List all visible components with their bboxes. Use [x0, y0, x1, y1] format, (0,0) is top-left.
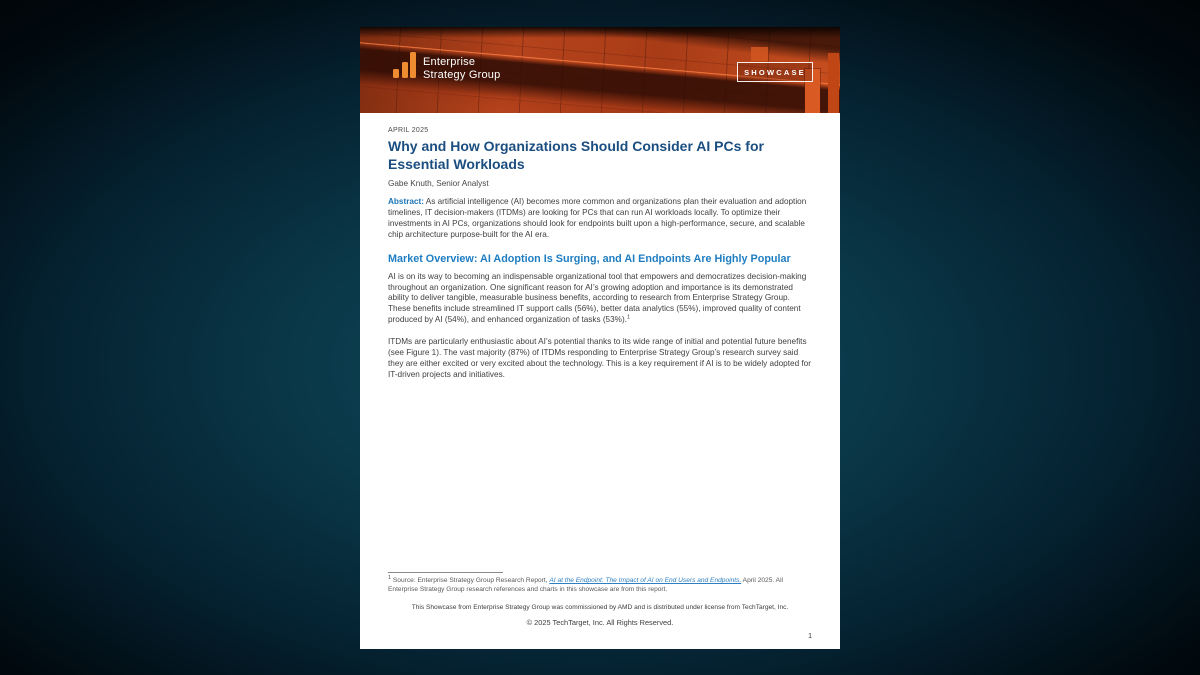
abstract-text: As artificial intelligence (AI) becomes more common and organizations plan their evaluation and adoption timelines, IT decision-makers (ITDMs) are looking for PCs that can run AI workloads locally. To optimize their investments in AI PCs, organizations should look for endpoints built upon a high-performance, secure, and scalable chip architecture purpose-built for the AI era.	[388, 197, 807, 239]
section-paragraph-1	[388, 272, 812, 327]
bar-chart-icon	[393, 52, 416, 81]
abstract-paragraph	[388, 197, 812, 241]
document-page	[360, 27, 840, 649]
document-title: Why and How Organizations Should Consider AI PCs for Essential Workloads	[388, 138, 764, 172]
document-body	[360, 113, 840, 381]
footnote-source-text: Source: Enterprise Strategy Group Research Report,	[391, 577, 550, 584]
page-number: 1	[808, 632, 812, 640]
copyright-notice: © 2025 TechTarget, Inc. All Rights Reserved.	[526, 617, 674, 627]
esg-logo	[393, 52, 500, 81]
paragraph-1-text: AI is on its way to becoming an indispensable organizational tool that empowers and democratizes decision-making throughout an organization. One significant reason for AI’s growing adoption and importance is its demonstrated ability to deliver tangible, measurable business benefits, according to research from Enterprise Strategy Group. These benefits include streamlined IT support calls (56%), better data analytics (55%), improved quality of content produced by AI (54%), and enhanced organization of tasks (53%).	[388, 271, 807, 325]
commission-notice: This Showcase from Enterprise Strategy Group was commissioned by AMD and is distributed under license from TechTarget, Inc.	[411, 603, 789, 611]
page-footer	[388, 572, 812, 640]
banner	[360, 27, 840, 113]
footnote-separator	[388, 572, 503, 573]
esg-logo-line1: Enterprise	[423, 56, 476, 68]
publication-date: APRIL 2025	[388, 127, 429, 134]
author-byline: Gabe Knuth, Senior Analyst	[388, 179, 489, 188]
footnote	[388, 574, 812, 595]
section-heading: Market Overview: AI Adoption Is Surging, and AI Endpoints Are Highly Popular	[388, 252, 791, 265]
footnote-mark: 1	[388, 574, 392, 581]
showcase-badge: SHOWCASE	[737, 62, 813, 82]
banner-bar-graphic	[828, 53, 839, 113]
section-paragraph-2: ITDMs are particularly enthusiastic about AI’s potential thanks to its wide range of initial and potential future benefits (see Figure 1). The vast majority (87%) of ITDMs responding to Enterprise Strategy Group’s research survey said they are either excited or very excited about the technology. This is a key requirement if AI is to be widely adopted for IT-driven projects and initiatives.	[388, 337, 811, 379]
esg-logo-line2: Strategy Group	[423, 68, 501, 81]
banner-building-photo	[751, 47, 768, 61]
esg-logo-text	[423, 56, 500, 81]
footnote-report-link[interactable]: AI at the Endpoint: The Impact of AI on End Users and Endpoints,	[549, 577, 742, 584]
footnote-reference: 1	[626, 314, 631, 321]
footnote-source-tail: April 2025. All Enterprise Strategy Group research references and charts in this showcase are from this report.	[388, 577, 784, 593]
abstract-label: Abstract:	[388, 197, 424, 206]
